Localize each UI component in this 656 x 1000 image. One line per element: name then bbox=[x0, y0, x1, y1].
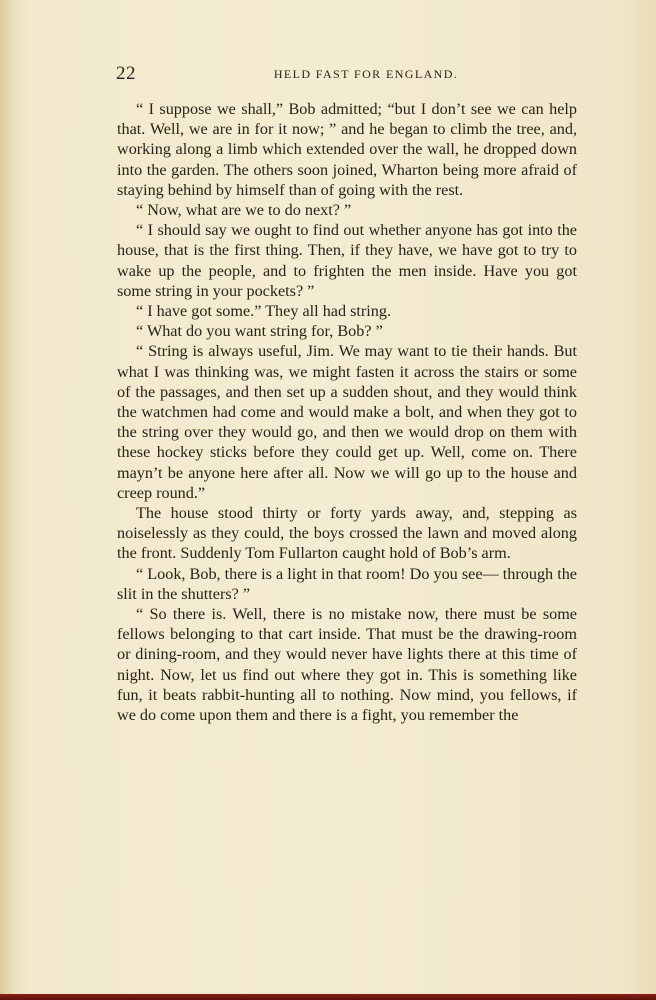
page-gutter bbox=[0, 0, 14, 1000]
bottom-border bbox=[0, 994, 656, 1000]
paragraph: “ I have got some.” They all had string. bbox=[136, 302, 392, 321]
paragraph: “ Look, Bob, there is a light in that room! Do you see— through the slit in the shutters? ” bbox=[117, 564, 577, 603]
page-header bbox=[116, 63, 576, 85]
paragraph: “ So there is. Well, there is no mistake now, there must be some fellows belonging to that cart inside. That must be the drawing-room or dining-room, and they would never have lights there at this time of night. Now, let us find out where they got in. This is something like fun, it beats rabbit-hunting all to nothing. Now mind, you fellows, if we do come upon them and there is a fight, you remember the bbox=[117, 605, 577, 725]
paragraph: “ What do you want string for, Bob? ” bbox=[136, 322, 383, 341]
body-text bbox=[117, 99, 577, 725]
paragraph: “ I suppose we shall,” Bob admitted; “but I don’t see we can help that. Well, we are in for it now; ” and he began to climb the tree, and, working along a limb which extended over the wall, he dropped down into the garden. The others soon joined, Wharton being more afraid of staying behind by himself than of going with the rest. bbox=[117, 100, 577, 199]
page-number: 22 bbox=[116, 63, 136, 84]
paragraph: “ String is always useful, Jim. We may want to tie their hands. But what I was thinking was, we might fasten it across the stairs or some of the passages, and then set up a sudden shout, and they would think the watchmen had come and would make a bolt, and when they got to the string over they would go, and then we would drop on them with these hockey sticks before they could get up. Well, come on. There mayn’t be anyone here after all. Now we will go up to the house and creep round.” bbox=[117, 342, 577, 502]
running-title: HELD FAST FOR ENGLAND. bbox=[273, 67, 459, 81]
paragraph: “ Now, what are we to do next? ” bbox=[136, 201, 352, 220]
paragraph: The house stood thirty or forty yards away, and, stepping as noiselessly as they could, the boys crossed the lawn and moved along the front. Suddenly Tom Fullarton caught hold of Bob’s arm. bbox=[117, 504, 577, 563]
paragraph: “ I should say we ought to find out whether anyone has got into the house, that is the first thing. Then, if they have, we have got to try to wake up the people, and to frighten the men inside. Have you got some string in your pockets? ” bbox=[117, 221, 577, 300]
